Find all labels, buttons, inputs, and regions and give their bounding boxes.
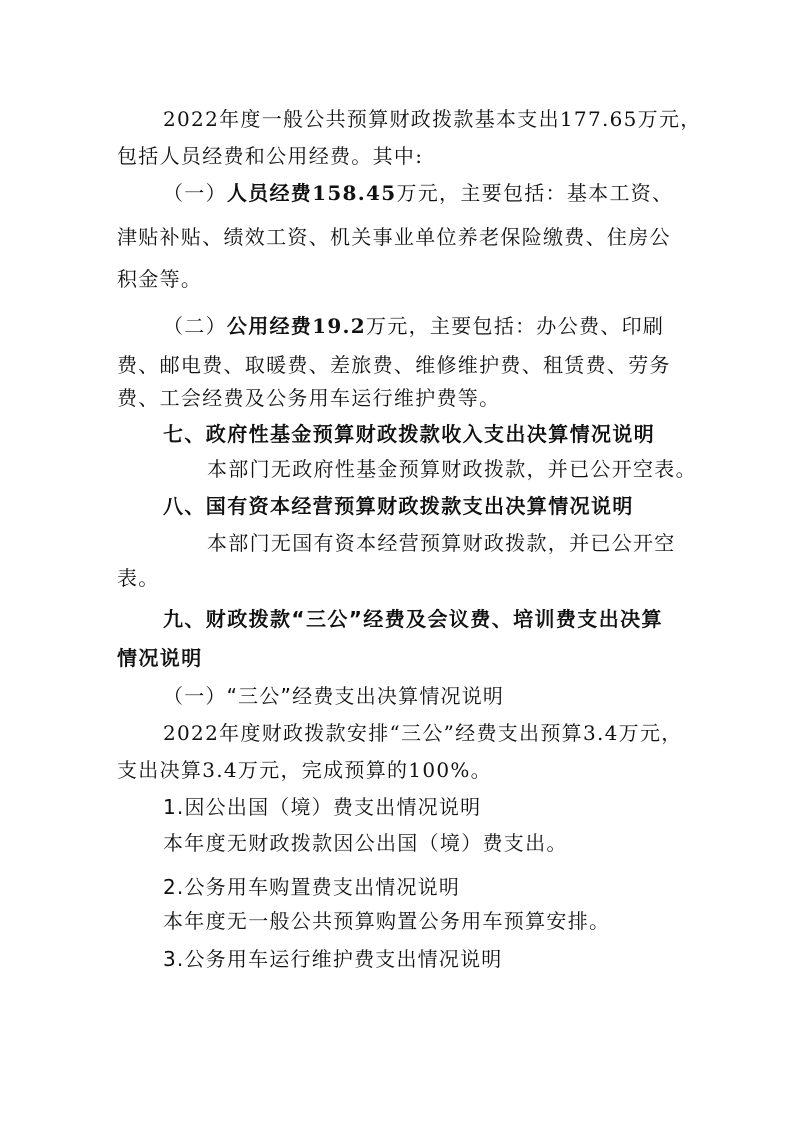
paragraph-line: 费、工会经费及公务用车运行维护费等。 — [117, 386, 501, 410]
item-heading: 3.公务用车运行维护费支出情况说明 — [163, 947, 503, 971]
emphasis-text: 人员经费158.45 — [226, 181, 397, 205]
section-heading: 九、财政拨款“三公”经费及会议费、培训费支出决算 — [163, 607, 663, 631]
paragraph-line: 支出决算3.4万元，完成预算的100%。 — [117, 758, 492, 782]
item-heading: 2.公务用车购置费支出情况说明 — [163, 875, 461, 899]
paragraph-line: 积金等。 — [117, 267, 203, 291]
section-heading: 情况说明 — [117, 646, 203, 670]
emphasis-text: 公用经费19.2 — [226, 314, 367, 338]
paragraph-line — [163, 311, 664, 341]
list-marker: （一） — [163, 181, 227, 205]
paragraph-line: 包括人员经费和公用经费。其中: — [117, 144, 424, 168]
item-heading: 1.因公出国（境）费支出情况说明 — [163, 795, 482, 819]
list-marker: （二） — [163, 314, 227, 338]
paragraph-line: 本部门无政府性基金预算财政拨款，并已公开空表。 — [207, 457, 697, 481]
subsection-heading: （一）“三公”经费支出决算情况说明 — [163, 684, 505, 708]
paragraph-line: 费、邮电费、取暖费、差旅费、维修维护费、租赁费、劳务 — [117, 353, 671, 377]
paragraph-line: 本年度无财政拨款因公出国（境）费支出。 — [163, 831, 568, 855]
paragraph-line: 表。 — [117, 566, 160, 590]
paragraph-line: 津贴补贴、绩效工资、机关事业单位养老保险缴费、住房公 — [117, 225, 671, 249]
paragraph-line: 本部门无国有资本经营预算财政拨款，并已公开空 — [207, 531, 676, 555]
paragraph-text: 万元，主要包括：基本工资、 — [396, 181, 674, 205]
section-heading: 七、政府性基金预算财政拨款收入支出决算情况说明 — [163, 422, 656, 446]
section-heading: 八、国有资本经营预算财政拨款支出决算情况说明 — [163, 494, 634, 518]
paragraph-line: 2022年度一般公共预算财政拨款基本支出177.65万元， — [163, 107, 702, 131]
paragraph-line — [163, 178, 673, 208]
paragraph-line: 本年度无一般公共预算购置公务用车预算安排。 — [163, 909, 611, 933]
paragraph-line: 2022年度财政拨款安排“三公”经费支出预算3.4万元， — [163, 721, 683, 745]
paragraph-text: 万元，主要包括：办公费、印刷 — [366, 314, 665, 338]
